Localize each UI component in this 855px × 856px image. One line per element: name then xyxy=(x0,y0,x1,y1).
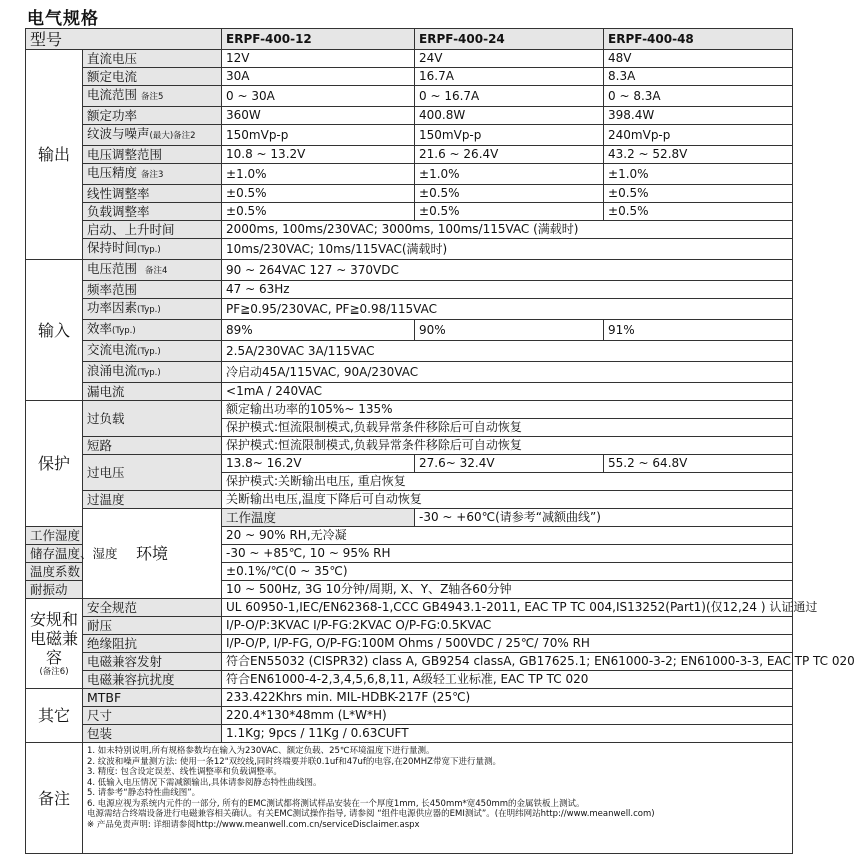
value-cell: 43.2 ~ 52.8V xyxy=(604,146,793,164)
model-label: 型号 xyxy=(26,29,222,50)
note-line: 4. 低输入电压情况下需减额输出,具体请参阅静态特性曲线图。 xyxy=(87,777,322,788)
item-label: 工作湿度 xyxy=(26,527,83,545)
table-row xyxy=(26,509,793,527)
spec-table xyxy=(25,28,855,854)
value-cell: -30 ~ +60℃(请参考“减额曲线”) xyxy=(415,509,793,527)
item-label: 漏电流 xyxy=(83,383,222,401)
item-label: 直流电压 xyxy=(83,50,222,68)
item-label-text: 交流电流 xyxy=(87,342,138,357)
item-label: 线性调整率 xyxy=(83,185,222,203)
value-cell: 符合EN61000-4-2,3,4,5,6,8,11, A级轻工业标准, EAC TP TC 020 xyxy=(222,671,793,689)
item-label: 过负载 xyxy=(83,401,222,437)
item-label: 绝缘阻抗 xyxy=(83,635,222,653)
table-row xyxy=(26,437,793,455)
item-note: (最大)备注2 xyxy=(149,131,196,141)
note-line: ※ 产品免责声明: 详细请参阅http://www.meanwell.com.cn/serviceDisclaimer.aspx xyxy=(87,819,420,830)
item-note: (Typ.) xyxy=(137,347,161,357)
value-cell: ±1.0% xyxy=(415,164,604,185)
value-cell: 20 ~ 90% RH,无冷凝 xyxy=(222,527,793,545)
value-cell: 0 ~ 30A xyxy=(222,86,415,107)
item-label-text: 效率 xyxy=(87,321,113,336)
value-cell: <1mA / 240VAC xyxy=(222,383,793,401)
item-label xyxy=(83,260,222,281)
table-row xyxy=(26,362,793,383)
value-cell: 220.4*130*48mm (L*W*H) xyxy=(222,707,793,725)
item-label: 过电压 xyxy=(83,455,222,491)
value-cell: 24V xyxy=(415,50,604,68)
item-label: 尺寸 xyxy=(83,707,222,725)
value-cell: 13.8~ 16.2V xyxy=(222,455,415,473)
value-cell: 150mVp-p xyxy=(415,125,604,146)
value-cell: 2000ms, 100ms/230VAC; 3000ms, 100ms/115VAC (满载时) xyxy=(222,221,793,239)
table-row xyxy=(26,86,793,107)
item-label: 过温度 xyxy=(83,491,222,509)
item-label xyxy=(83,125,222,146)
value-cell: I/P-O/P, I/P-FG, O/P-FG:100M Ohms / 500VDC / 25℃/ 70% RH xyxy=(222,635,793,653)
table-row xyxy=(26,320,793,341)
group-others: 其它 xyxy=(26,689,83,743)
value-cell: 16.7A xyxy=(415,68,604,86)
value-cell: 150mVp-p xyxy=(222,125,415,146)
note-line: 3. 精度: 包含设定误差、线性调整率和负载调整率。 xyxy=(87,767,282,777)
table-row xyxy=(26,689,793,707)
item-label: 耐振动 xyxy=(26,581,83,599)
item-label xyxy=(83,164,222,185)
item-label: 电磁兼容抗扰度 xyxy=(83,671,222,689)
table-row xyxy=(26,185,793,203)
value-cell: 8.3A xyxy=(604,68,793,86)
item-label xyxy=(83,341,222,362)
value-cell: 360W xyxy=(222,107,415,125)
value-cell: 10 ~ 500Hz, 3G 10分钟/周期, X、Y、Z轴各60分钟 xyxy=(222,581,793,599)
item-label: 包装 xyxy=(83,725,222,743)
item-note: 备注4 xyxy=(144,266,168,276)
value-cell: ±0.5% xyxy=(222,203,415,221)
value-cell: ±0.5% xyxy=(415,203,604,221)
item-label: 额定电流 xyxy=(83,68,222,86)
table-row xyxy=(26,125,793,146)
value-cell: ±1.0% xyxy=(222,164,415,185)
value-cell: 398.4W xyxy=(604,107,793,125)
value-cell: ±0.5% xyxy=(604,203,793,221)
item-label-text: 电压精度 xyxy=(87,165,138,180)
item-note: (Typ.) xyxy=(137,368,161,378)
model-name: ERPF-400-12 xyxy=(222,29,415,50)
item-label: 电压调整范围 xyxy=(83,146,222,164)
model-name: ERPF-400-24 xyxy=(415,29,604,50)
item-label-text: 保持时间 xyxy=(87,240,138,255)
item-label: 储存温度、湿度 xyxy=(26,545,83,563)
table-row xyxy=(26,341,793,362)
item-note: 备注5 xyxy=(141,92,164,102)
value-cell: 保护模式:关断输出电压, 重启恢复 xyxy=(222,473,793,491)
value-cell: -30 ~ +85℃, 10 ~ 95% RH xyxy=(222,545,793,563)
item-label: 安全规范 xyxy=(83,599,222,617)
table-row xyxy=(26,50,793,68)
table-row xyxy=(26,635,793,653)
note-line: 1. 如未特别说明,所有规格参数均在输入为230VAC、额定负载、25℃环境温度下进行量测。 xyxy=(87,746,435,756)
value-cell: 2.5A/230VAC 3A/115VAC xyxy=(222,341,793,362)
item-label: 温度系数 xyxy=(26,563,83,581)
value-cell: ±1.0% xyxy=(604,164,793,185)
group-environment: 环境 xyxy=(83,509,222,599)
table-row xyxy=(26,383,793,401)
model-name: ERPF-400-48 xyxy=(604,29,793,50)
item-label xyxy=(83,362,222,383)
item-label xyxy=(83,299,222,320)
value-cell: 90 ~ 264VAC 127 ~ 370VDC xyxy=(222,260,793,281)
table-row xyxy=(26,455,793,473)
group-protection: 保护 xyxy=(26,401,83,527)
table-row xyxy=(26,725,793,743)
note-line: 6. 电源应视为系统内元件的一部分, 所有的EMC测试都将测试样品安装在一个厚度1mm, 长450mm*宽450mm的金属铁板上测试。 xyxy=(87,798,585,809)
item-note: (Typ.) xyxy=(137,245,161,255)
value-cell: 1.1Kg; 9pcs / 11Kg / 0.63CUFT xyxy=(222,725,793,743)
note-line: 电源需结合终端设备进行电磁兼容相关确认。有关EMC测试操作指导, 请参阅 “组件电源供应器的EMI测试”。(在明纬网站http://www.meanwell.com) xyxy=(87,809,655,819)
model-row xyxy=(26,29,793,50)
group-notes: 备注 xyxy=(26,743,83,854)
value-cell: I/P-O/P:3KVAC I/P-FG:2KVAC O/P-FG:0.5KVAC xyxy=(222,617,793,635)
value-cell: 55.2 ~ 64.8V xyxy=(604,455,793,473)
table-row xyxy=(26,164,793,185)
table-row xyxy=(26,617,793,635)
value-cell: 额定输出功率的105%~ 135% xyxy=(222,401,793,419)
table-row xyxy=(26,299,793,320)
value-cell: 0 ~ 8.3A xyxy=(604,86,793,107)
notes-row xyxy=(26,743,793,854)
table-row xyxy=(26,146,793,164)
value-cell: 30A xyxy=(222,68,415,86)
table-row xyxy=(26,107,793,125)
item-label-text: 电流范围 xyxy=(87,87,138,102)
value-cell: 91% xyxy=(604,320,793,341)
value-cell: 10ms/230VAC; 10ms/115VAC(满载时) xyxy=(222,239,793,260)
item-label-text: 纹波与噪声 xyxy=(87,126,150,141)
item-label: 额定功率 xyxy=(83,107,222,125)
table-row xyxy=(26,707,793,725)
value-cell: 符合EN55032 (CISPR32) class A, GB9254 classA, GB17625.1; EN61000-3-2; EN61000-3-3, EAC TP TC 020 xyxy=(222,653,793,671)
item-label: 负载调整率 xyxy=(83,203,222,221)
value-cell: 47 ~ 63Hz xyxy=(222,281,793,299)
value-cell: 48V xyxy=(604,50,793,68)
item-label: 工作温度 xyxy=(222,509,415,527)
value-cell: 21.6 ~ 26.4V xyxy=(415,146,604,164)
group-safety-label: 安规和电磁兼容 xyxy=(30,609,79,667)
item-label xyxy=(83,86,222,107)
table-row xyxy=(26,239,793,260)
value-cell: UL 60950-1,IEC/EN62368-1,CCC GB4943.1-2011, EAC TP TC 004,IS13252(Part1)(仅12,24 ) 认证通过 xyxy=(222,599,793,617)
item-label: MTBF xyxy=(83,689,222,707)
table-row xyxy=(26,671,793,689)
table-row xyxy=(26,599,793,617)
value-cell: ±0.5% xyxy=(415,185,604,203)
note-line: 5. 请参考“静态特性曲线图”。 xyxy=(87,788,201,798)
table-row xyxy=(26,401,793,419)
group-safety-note: (备注6) xyxy=(39,666,69,677)
table-row xyxy=(26,491,793,509)
note-line: 2. 纹波和噪声量测方法: 使用一条12"双绞线,同时终端要并联0.1uf和47uf的电容,在20MHZ带宽下进行量测。 xyxy=(87,756,501,767)
value-cell: 12V xyxy=(222,50,415,68)
item-note: (Typ.) xyxy=(137,305,161,315)
value-cell: 240mVp-p xyxy=(604,125,793,146)
table-row xyxy=(26,281,793,299)
item-label: 启动、上升时间 xyxy=(83,221,222,239)
table-row xyxy=(26,68,793,86)
table-row xyxy=(26,260,793,281)
value-cell: 27.6~ 32.4V xyxy=(415,455,604,473)
value-cell: 233.422Khrs min. MIL-HDBK-217F (25℃) xyxy=(222,689,793,707)
value-cell: 0 ~ 16.7A xyxy=(415,86,604,107)
item-label: 频率范围 xyxy=(83,281,222,299)
value-cell: ±0.5% xyxy=(222,185,415,203)
item-label-text: 浪涌电流 xyxy=(87,363,138,378)
item-label: 耐压 xyxy=(83,617,222,635)
item-label: 电磁兼容发射 xyxy=(83,653,222,671)
table-row xyxy=(26,203,793,221)
page-title: 电气规格 xyxy=(27,9,99,29)
item-label xyxy=(83,239,222,260)
value-cell: 冷启动45A/115VAC, 90A/230VAC xyxy=(222,362,793,383)
value-cell: 关断输出电压,温度下降后可自动恢复 xyxy=(222,491,793,509)
group-input: 输入 xyxy=(26,260,83,401)
group-output: 输出 xyxy=(26,50,83,260)
value-cell: 保护模式:恒流限制模式,负载异常条件移除后可自动恢复 xyxy=(222,437,793,455)
value-cell: ±0.1%/℃(0 ~ 35℃) xyxy=(222,563,793,581)
value-cell: 10.8 ~ 13.2V xyxy=(222,146,415,164)
item-note: 备注3 xyxy=(141,170,164,180)
value-cell: PF≧0.95/230VAC, PF≧0.98/115VAC xyxy=(222,299,793,320)
table-row xyxy=(26,653,793,671)
value-cell: 89% xyxy=(222,320,415,341)
item-note: (Typ.) xyxy=(112,326,136,336)
value-cell: 90% xyxy=(415,320,604,341)
value-cell: ±0.5% xyxy=(604,185,793,203)
value-cell: 400.8W xyxy=(415,107,604,125)
item-label xyxy=(83,320,222,341)
value-cell: 保护模式:恒流限制模式,负载异常条件移除后可自动恢复 xyxy=(222,419,793,437)
group-safety-emc xyxy=(26,599,83,689)
table-row xyxy=(26,221,793,239)
item-label: 短路 xyxy=(83,437,222,455)
notes-cell xyxy=(83,743,793,854)
item-label-text: 电压范围 xyxy=(87,261,138,276)
item-label-text: 功率因素 xyxy=(87,300,138,315)
